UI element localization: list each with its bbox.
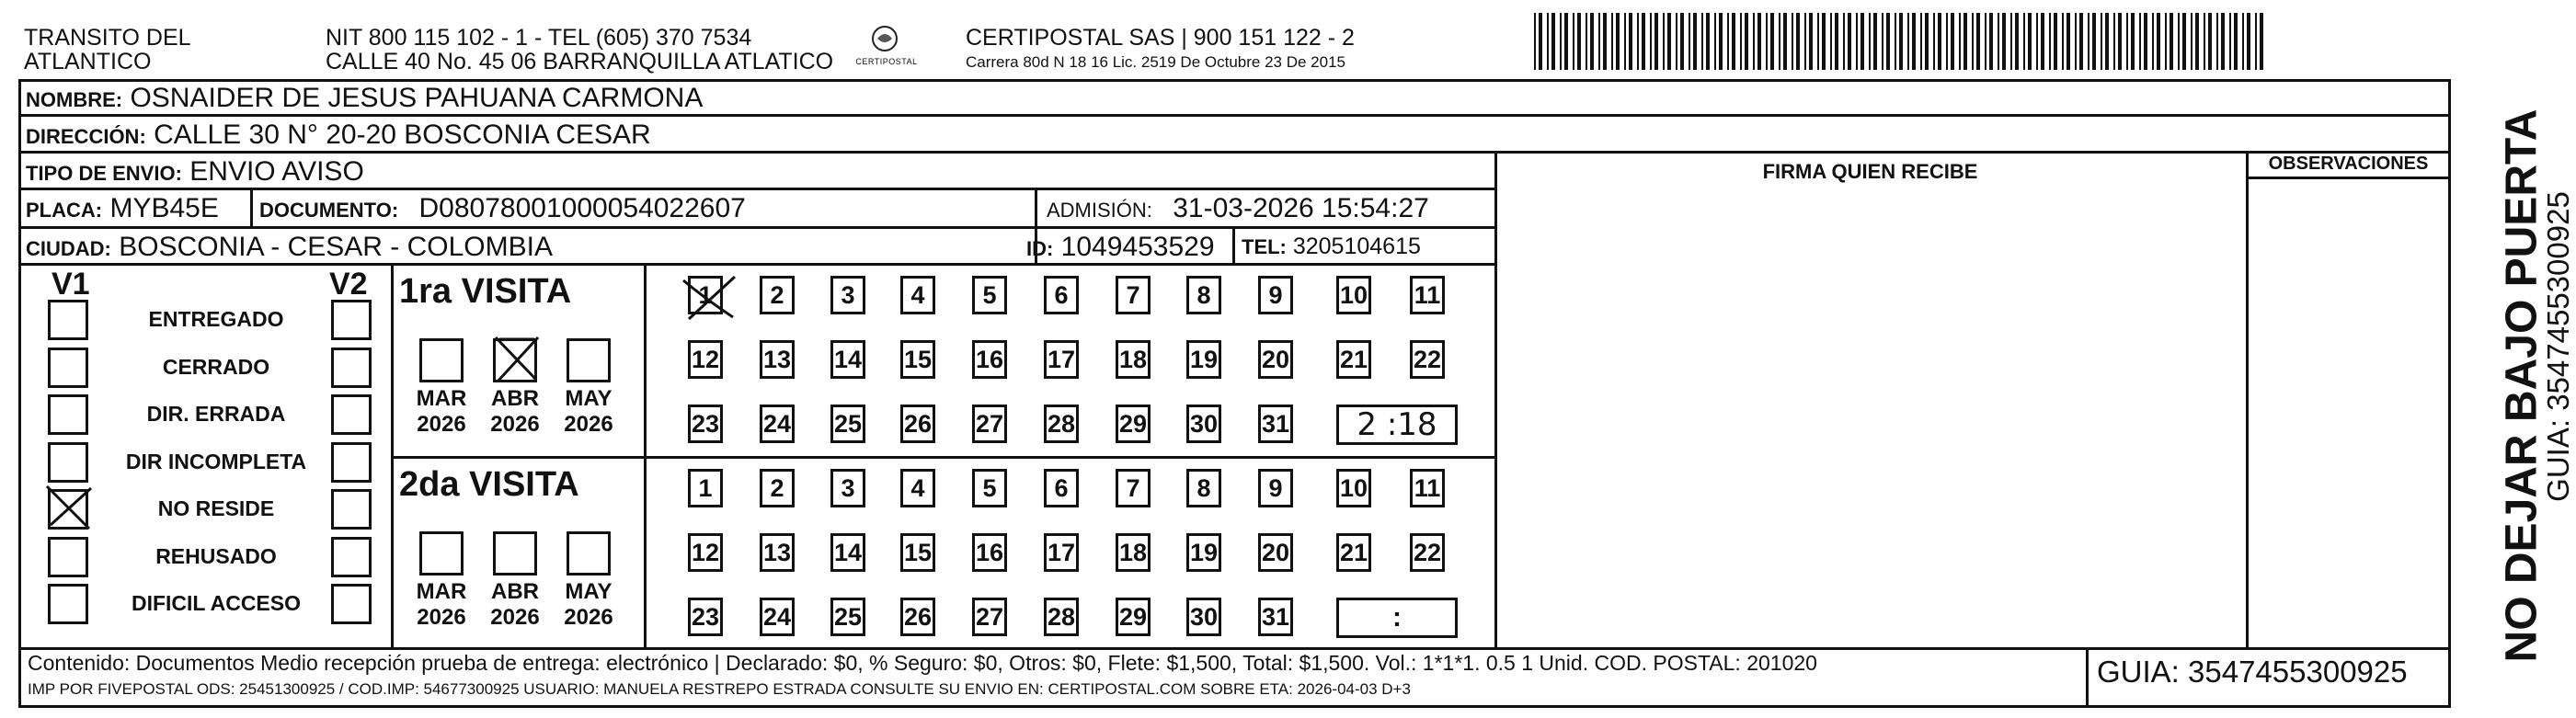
day-number: 17 — [1047, 345, 1076, 373]
documento-value: D08078001000054022607 — [418, 193, 746, 223]
v2-checkbox[interactable] — [331, 584, 372, 624]
day-number: 12 — [691, 345, 720, 373]
month-year: 2026 — [564, 605, 613, 630]
day-number: 5 — [982, 280, 997, 309]
status-label: CERRADO — [162, 354, 270, 379]
v1-checkbox[interactable] — [48, 348, 88, 388]
day-number: 24 — [762, 409, 792, 438]
day-number: 14 — [833, 538, 863, 566]
day-number: 28 — [1047, 409, 1076, 438]
day-number: 19 — [1189, 345, 1219, 373]
month-name: MAY — [565, 386, 613, 411]
placa-row — [26, 193, 219, 224]
day-box[interactable] — [688, 469, 723, 507]
day-box[interactable] — [760, 533, 795, 572]
status-label: DIR INCOMPLETA — [125, 449, 307, 473]
day-number: 12 — [691, 538, 720, 566]
day-number: 9 — [1268, 473, 1283, 502]
day-box[interactable] — [1186, 340, 1221, 379]
day-box[interactable] — [972, 533, 1007, 572]
certipostal-logo — [850, 24, 923, 74]
day-box[interactable] — [1044, 340, 1079, 379]
day-number: 23 — [691, 602, 720, 631]
day-box[interactable] — [1044, 276, 1079, 314]
day-box[interactable] — [830, 598, 865, 636]
day-number: 18 — [1118, 538, 1148, 566]
day-number: 9 — [1268, 280, 1283, 309]
day-number: 31 — [1261, 602, 1290, 631]
day-box[interactable] — [1258, 405, 1293, 443]
day-box[interactable] — [1186, 276, 1221, 314]
ciudad-value: BOSCONIA - CESAR - COLOMBIA — [119, 232, 553, 262]
day-number: 5 — [982, 473, 997, 502]
day-number: 26 — [903, 409, 933, 438]
day-box[interactable] — [1044, 469, 1079, 507]
day-number: 27 — [975, 602, 1004, 631]
day-number: 29 — [1118, 602, 1148, 631]
time-box[interactable] — [1336, 598, 1458, 638]
time-handwritten: 2 :18 — [1357, 406, 1437, 443]
day-box[interactable] — [1410, 533, 1445, 572]
courier-line: CERTIPOSTAL SAS | 900 151 122 - 2 — [966, 25, 1355, 51]
company-contact — [326, 26, 833, 74]
day-box[interactable] — [1116, 469, 1151, 507]
day-number: 21 — [1339, 345, 1368, 373]
check-mark-icon — [678, 271, 742, 323]
month-checkbox[interactable] — [493, 338, 537, 382]
day-box[interactable] — [1116, 598, 1151, 636]
day-number: 13 — [762, 345, 792, 373]
day-number: 17 — [1047, 538, 1076, 566]
day-box[interactable] — [972, 276, 1007, 314]
day-box[interactable] — [1258, 533, 1293, 572]
day-box[interactable] — [1258, 469, 1293, 507]
day-box[interactable] — [1258, 340, 1293, 379]
day-box[interactable] — [688, 598, 723, 636]
day-number: 8 — [1196, 280, 1211, 309]
day-box[interactable] — [1116, 276, 1151, 314]
barcode — [1534, 13, 2270, 70]
day-number: 16 — [975, 538, 1004, 566]
day-box[interactable] — [900, 598, 935, 636]
month-checkbox[interactable] — [419, 531, 464, 576]
documento-row — [259, 193, 746, 224]
visit-title: 1ra VISITA — [399, 272, 572, 311]
day-box[interactable] — [688, 340, 723, 379]
day-number: 11 — [1414, 280, 1441, 309]
day-number: 6 — [1054, 280, 1069, 309]
admision-row — [1047, 193, 1429, 224]
company-name — [24, 26, 191, 74]
nit-line: NIT 800 115 102 - 1 - TEL (605) 370 7534 — [326, 25, 752, 51]
day-number: 22 — [1413, 345, 1442, 373]
day-number: 20 — [1261, 345, 1290, 373]
day-box[interactable] — [900, 405, 935, 443]
day-number: 15 — [903, 538, 933, 566]
day-box[interactable] — [900, 340, 935, 379]
day-number: 30 — [1189, 409, 1219, 438]
day-number: 10 — [1339, 473, 1368, 502]
day-number: 2 — [770, 473, 784, 502]
direccion-row — [26, 120, 651, 151]
day-number: 24 — [762, 602, 792, 631]
month-label — [556, 579, 621, 631]
tipo-label: TIPO DE ENVIO: — [26, 162, 182, 185]
logo-text: CERTIPOSTAL — [855, 57, 918, 66]
month-year: 2026 — [417, 412, 466, 437]
day-box[interactable] — [760, 276, 795, 314]
day-box[interactable] — [1116, 405, 1151, 443]
day-number: 14 — [833, 345, 863, 373]
v1-checkbox[interactable] — [48, 584, 88, 624]
day-number: 1 — [698, 280, 713, 309]
day-box[interactable] — [830, 533, 865, 572]
day-number: 22 — [1413, 538, 1442, 566]
day-number: 31 — [1261, 409, 1290, 438]
day-box[interactable] — [1186, 469, 1221, 507]
v2-checkbox[interactable] — [331, 394, 372, 435]
courier-info — [966, 26, 1355, 72]
direccion-value: CALLE 30 N° 20-20 BOSCONIA CESAR — [154, 120, 651, 150]
day-number: 8 — [1196, 473, 1211, 502]
day-box[interactable] — [900, 469, 935, 507]
day-box[interactable] — [1044, 405, 1079, 443]
observaciones-label: OBSERVACIONES — [2268, 154, 2429, 174]
day-box[interactable] — [1186, 405, 1221, 443]
footer-guia: GUIA: 3547455300925 — [2097, 655, 2408, 689]
day-number: 15 — [903, 345, 933, 373]
ciudad-label: CIUDAD: — [26, 237, 111, 260]
month-name: ABR — [491, 386, 539, 411]
day-box[interactable] — [1044, 533, 1079, 572]
status-label: REHUSADO — [155, 543, 277, 568]
v1-checkbox[interactable] — [48, 537, 88, 577]
id-row — [1026, 232, 1215, 263]
day-number: 4 — [910, 473, 925, 502]
month-label — [409, 579, 474, 631]
v1-label: V1 — [52, 267, 90, 302]
day-box[interactable] — [1186, 533, 1221, 572]
day-box[interactable] — [1336, 533, 1371, 572]
direccion-label: DIRECCIÓN: — [26, 125, 146, 148]
ciudad-row — [26, 232, 553, 263]
nombre-value: OSNAIDER DE JESUS PAHUANA CARMONA — [130, 83, 704, 113]
day-box[interactable] — [1336, 469, 1371, 507]
day-box[interactable] — [760, 469, 795, 507]
tipo-row — [26, 156, 364, 188]
nombre-row — [26, 83, 703, 114]
tel-value: 3205104615 — [1292, 234, 1421, 259]
day-box[interactable] — [760, 340, 795, 379]
month-checkbox[interactable] — [567, 531, 611, 576]
admision-label: ADMISIÓN: — [1047, 199, 1152, 222]
courier-address: Carrera 80d N 18 16 Lic. 2519 De Octubre 23 De 2015 — [966, 53, 1345, 71]
month-label — [483, 579, 547, 631]
day-number: 27 — [975, 409, 1004, 438]
day-box[interactable] — [972, 340, 1007, 379]
day-number: 25 — [833, 602, 863, 631]
id-label: ID: — [1026, 237, 1054, 260]
day-number: 1 — [698, 473, 713, 502]
day-number: 18 — [1118, 345, 1148, 373]
day-box[interactable] — [972, 469, 1007, 507]
month-name: MAR — [416, 579, 467, 604]
day-number: 16 — [975, 345, 1004, 373]
day-number: 4 — [910, 280, 925, 309]
imp-text: IMP POR FIVEPOSTAL ODS: 25451300925 / COD.IMP: 54677300925 USUARIO: MANUELA RESTREPO ESTRADA CONSULTE SU ENVIO EN: CERTIPOSTAL.COM SOBRE ETA: 2026-04-03 D+3 — [28, 680, 1411, 698]
month-year: 2026 — [417, 605, 466, 630]
tel-label: TEL: — [1242, 235, 1287, 258]
admision-value: 31-03-2026 15:54:27 — [1173, 193, 1429, 223]
side-guia-text: GUIA: 3547455300925 — [2541, 191, 2575, 502]
day-box[interactable] — [1410, 469, 1445, 507]
day-number: 23 — [691, 409, 720, 438]
v1-checkbox[interactable] — [48, 300, 88, 340]
v2-checkbox[interactable] — [331, 442, 372, 483]
status-label: DIR. ERRADA — [146, 402, 286, 426]
day-box[interactable] — [1336, 340, 1371, 379]
check-mark-icon — [41, 479, 97, 534]
contenido-text: Contenido: Documentos Medio recepción prueba de entrega: electrónico | Declarado: $0, % Seguro: $0, Otros: $0, Flete: $1,500, Total: $1,500. Vol.: 1*1*1. 0.5 1 Unid. COD. POSTAL: 201020 — [28, 651, 1817, 675]
day-number: 25 — [833, 409, 863, 438]
company-line-1: TRANSITO DEL — [24, 25, 191, 51]
v2-checkbox[interactable] — [331, 537, 372, 577]
v2-checkbox[interactable] — [331, 489, 372, 530]
day-number: 21 — [1339, 538, 1368, 566]
day-box[interactable] — [688, 405, 723, 443]
month-name: MAR — [416, 386, 467, 411]
month-year: 2026 — [564, 412, 613, 437]
firma-label: FIRMA QUIEN RECIBE — [1762, 160, 1978, 183]
day-number: 26 — [903, 602, 933, 631]
day-number: 3 — [841, 280, 855, 309]
month-year: 2026 — [490, 412, 540, 437]
day-number: 10 — [1339, 280, 1368, 309]
day-box[interactable] — [830, 469, 865, 507]
month-checkbox[interactable] — [567, 338, 611, 382]
day-number: 28 — [1047, 602, 1076, 631]
day-box[interactable] — [972, 598, 1007, 636]
v1-checkbox[interactable] — [48, 394, 88, 435]
tel-row — [1242, 234, 1421, 260]
day-box[interactable] — [1258, 598, 1293, 636]
no-dejar-text: NO DEJAR BAJO PUERTA — [2497, 108, 2547, 663]
day-number: 30 — [1189, 602, 1219, 631]
documento-label: DOCUMENTO: — [259, 199, 399, 222]
day-box[interactable] — [1116, 340, 1151, 379]
visit-title: 2da VISITA — [399, 465, 579, 504]
time-box[interactable] — [1336, 405, 1458, 445]
v1-checkbox[interactable] — [48, 489, 88, 530]
day-number: 29 — [1118, 409, 1148, 438]
day-number: 20 — [1261, 538, 1290, 566]
status-label: NO RESIDE — [157, 496, 275, 520]
v1-checkbox[interactable] — [48, 442, 88, 483]
day-box[interactable] — [830, 340, 865, 379]
tipo-value: ENVIO AVISO — [189, 156, 364, 187]
check-mark-icon — [490, 332, 545, 387]
day-box[interactable] — [760, 405, 795, 443]
status-label: ENTREGADO — [148, 307, 284, 331]
day-box[interactable] — [1044, 598, 1079, 636]
day-number: 2 — [770, 280, 784, 309]
day-number: 7 — [1126, 473, 1140, 502]
placa-label: PLACA: — [26, 199, 103, 222]
day-box[interactable] — [830, 276, 865, 314]
day-box[interactable] — [900, 276, 935, 314]
day-box[interactable] — [688, 276, 723, 314]
month-label — [556, 386, 621, 438]
time-placeholder: : — [1392, 602, 1402, 633]
day-number: 3 — [841, 473, 855, 502]
day-number: 6 — [1054, 473, 1069, 502]
status-label: DIFICIL ACCESO — [131, 591, 301, 615]
day-box[interactable] — [1410, 340, 1445, 379]
month-year: 2026 — [490, 605, 540, 630]
side-text — [2457, 0, 2575, 718]
day-box[interactable] — [1410, 276, 1445, 314]
month-name: ABR — [491, 579, 539, 604]
nombre-label: NOMBRE: — [26, 88, 123, 111]
day-box[interactable] — [1186, 598, 1221, 636]
day-box[interactable] — [830, 405, 865, 443]
id-value: 1049453529 — [1060, 232, 1215, 262]
day-box[interactable] — [972, 405, 1007, 443]
month-checkbox[interactable] — [419, 338, 464, 382]
company-line-2: ATLANTICO — [24, 49, 152, 74]
day-number: 7 — [1126, 280, 1140, 309]
month-label — [409, 386, 474, 438]
day-box[interactable] — [900, 533, 935, 572]
address-line: CALLE 40 No. 45 06 BARRANQUILLA ATLATICO — [326, 49, 834, 74]
month-label — [483, 386, 547, 438]
placa-value: MYB45E — [109, 193, 219, 223]
day-box[interactable] — [688, 533, 723, 572]
month-name: MAY — [565, 579, 613, 604]
day-box[interactable] — [1258, 276, 1293, 314]
day-box[interactable] — [760, 598, 795, 636]
v2-checkbox[interactable] — [331, 300, 372, 340]
day-number: 13 — [762, 538, 792, 566]
day-number: 11 — [1414, 473, 1441, 502]
month-checkbox[interactable] — [493, 531, 537, 576]
day-box[interactable] — [1336, 276, 1371, 314]
day-box[interactable] — [1116, 533, 1151, 572]
v2-checkbox[interactable] — [331, 348, 372, 388]
day-number: 19 — [1189, 538, 1219, 566]
v2-label: V2 — [329, 267, 368, 302]
